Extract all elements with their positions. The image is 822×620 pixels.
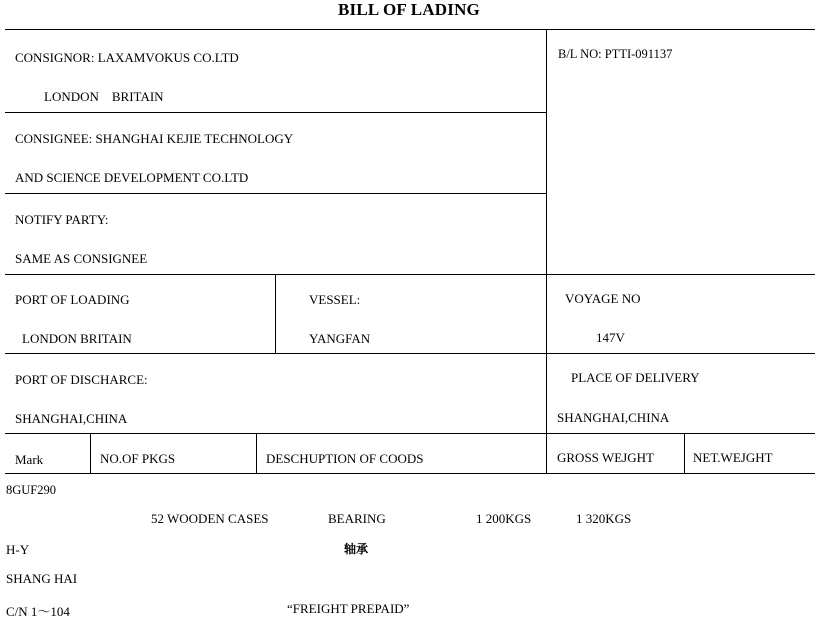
description-value: BEARING xyxy=(328,511,386,526)
consignor-bottom-line xyxy=(5,112,546,113)
consignor-line1: CONSIGNOR: LAXAMVOKUS CO.LTD xyxy=(15,50,239,65)
mark-pkgs-divider xyxy=(90,433,91,474)
place-of-delivery-label: PLACE OF DELIVERY xyxy=(571,370,700,385)
bl-number: B/L NO: PTTI-091137 xyxy=(558,47,673,61)
vessel-value: YANGFAN xyxy=(309,331,371,346)
place-of-delivery-value: SHANGHAI,CHINA xyxy=(557,410,670,425)
port-of-loading-value: LONDON BRITAIN xyxy=(22,331,132,346)
notify-bottom-line xyxy=(5,274,815,275)
top-border xyxy=(5,29,815,30)
consignee-line2: AND SCIENCE DEVELOPMENT CO.LTD xyxy=(15,170,249,185)
column-mark: Mark xyxy=(15,452,44,467)
document-title: BILL OF LADING xyxy=(338,0,480,19)
consignee-bottom-line xyxy=(5,193,546,194)
port-of-discharge-label: PORT OF DISCHARCE: xyxy=(15,372,148,387)
column-gross-weight: GROSS WEJGHT xyxy=(557,450,654,465)
notify-party-label: NOTIFY PARTY: xyxy=(15,212,109,227)
voyage-value: 147V xyxy=(596,330,625,345)
description-chinese: 轴承 xyxy=(344,542,369,556)
freight-terms: “FREIGHT PREPAID” xyxy=(287,601,410,616)
ports-bottom-line xyxy=(5,353,815,354)
consignor-line2: LONDON BRITAIN xyxy=(44,89,164,104)
port-of-discharge-value: SHANGHAI,CHINA xyxy=(15,411,128,426)
discharge-bottom-line xyxy=(5,433,815,434)
shipping-mark-line2: H-Y xyxy=(6,542,30,557)
vessel-label: VESSEL: xyxy=(309,292,361,307)
consignee-line1: CONSIGNEE: SHANGHAI KEJIE TECHNOLOGY xyxy=(15,131,294,146)
voyage-label: VOYAGE NO xyxy=(565,291,641,306)
notify-party-value: SAME AS CONSIGNEE xyxy=(15,251,148,266)
right-column-divider xyxy=(546,29,547,474)
shipping-mark-line1: 8GUF290 xyxy=(6,483,57,497)
column-pkgs: NO.OF PKGS xyxy=(100,451,176,466)
header-bottom-line xyxy=(5,473,815,474)
shipping-mark-line3: SHANG HAI xyxy=(6,571,78,586)
packages-value: 52 WOODEN CASES xyxy=(151,511,269,526)
gross-weight-value: 1 200KGS xyxy=(476,511,532,526)
gross-net-divider xyxy=(684,433,685,474)
pkgs-desc-divider xyxy=(256,433,257,474)
loading-vessel-divider xyxy=(275,274,276,354)
net-weight-value: 1 320KGS xyxy=(576,511,632,526)
port-of-loading-label: PORT OF LOADING xyxy=(15,292,130,307)
column-net-weight: NET.WEJGHT xyxy=(693,450,773,465)
column-description: DESCHUPTION OF COODS xyxy=(266,451,424,466)
shipping-mark-line4: C/N 1～104 xyxy=(6,604,70,619)
